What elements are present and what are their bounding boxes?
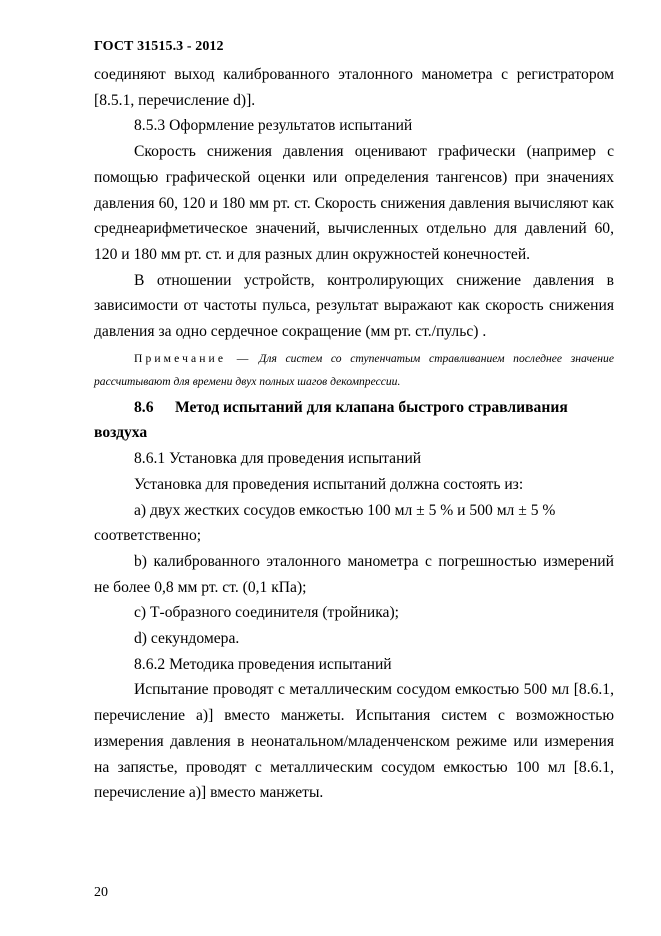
paragraph-continuation: соединяют выход калиброванного эталонного манометра с регистратором [8.5.1, перечисление d)]. — [94, 66, 614, 109]
note — [94, 347, 614, 393]
note-dash: — — [236, 351, 249, 365]
paragraph-setup-intro: Установка для проведения испытаний должна состоять из: — [134, 475, 524, 493]
list-item-c: c) Т-образного соединителя (тройника); — [134, 604, 399, 622]
section-heading-8-6 — [94, 395, 614, 446]
subsection-heading-8-6-2: 8.6.2 Методика проведения испытаний — [134, 655, 392, 673]
paragraph-results-evaluation: Скорость снижения давления оценивают графически (например с помощью графической оценки или определения тангенсов) при значениях давления 60, 120 и 180 мм рт. ст. Скорость снижения давления вычисляют как среднеарифметическое значений, вычисленных отдельно для давлений 60, 120 и 180 мм рт. ст. и для разных длин окружностей конечностей. — [94, 143, 614, 263]
subsection-heading-8-6-1: 8.6.1 Установка для проведения испытаний — [134, 450, 422, 468]
note-text: Для систем со ступенчатым стравливанием последнее значение рассчитывают для времени двух полных шагов декомпрессии. — [94, 351, 614, 388]
subsection-heading-8-5-3: 8.5.3 Оформление результатов испытаний — [134, 117, 413, 135]
section-number: 8.6 — [134, 398, 154, 416]
list-item-a: a) двух жестких сосудов емкостью 100 мл ± 5 % и 500 мл ± 5 % соответственно; — [94, 501, 556, 545]
list-item-b: b) калиброванного эталонного манометра с погрешностью измерений не более 0,8 мм рт. ст. (0,1 кПа); — [94, 552, 614, 596]
document-body — [94, 62, 614, 806]
document-header: ГОСТ 31515.3 - 2012 — [94, 39, 224, 54]
section-title: Метод испытаний для клапана быстрого стравливания воздуха — [94, 398, 568, 442]
note-label: Примечание — [134, 351, 227, 365]
paragraph-pulse-dependent: В отношении устройств, контролирующих снижение давления в зависимости от частоты пульса, результат выражают как скорость снижения давления за одно сердечное сокращение (мм рт. ст./пульс) . — [94, 271, 614, 341]
paragraph-test-method: Испытание проводят с металлическим сосудом емкостью 500 мл [8.6.1, перечисление а)] вместо манжеты. Испытания систем с возможностью измерения давления в неонатальном/младенченском режиме или измерения на запястье, проводят с металлическим сосудом емкостью 100 мл [8.6.1, перечисление а)] вместо манжеты. — [94, 681, 614, 802]
list-item-d: d) секундомера. — [134, 630, 240, 648]
page-number: 20 — [94, 885, 108, 900]
